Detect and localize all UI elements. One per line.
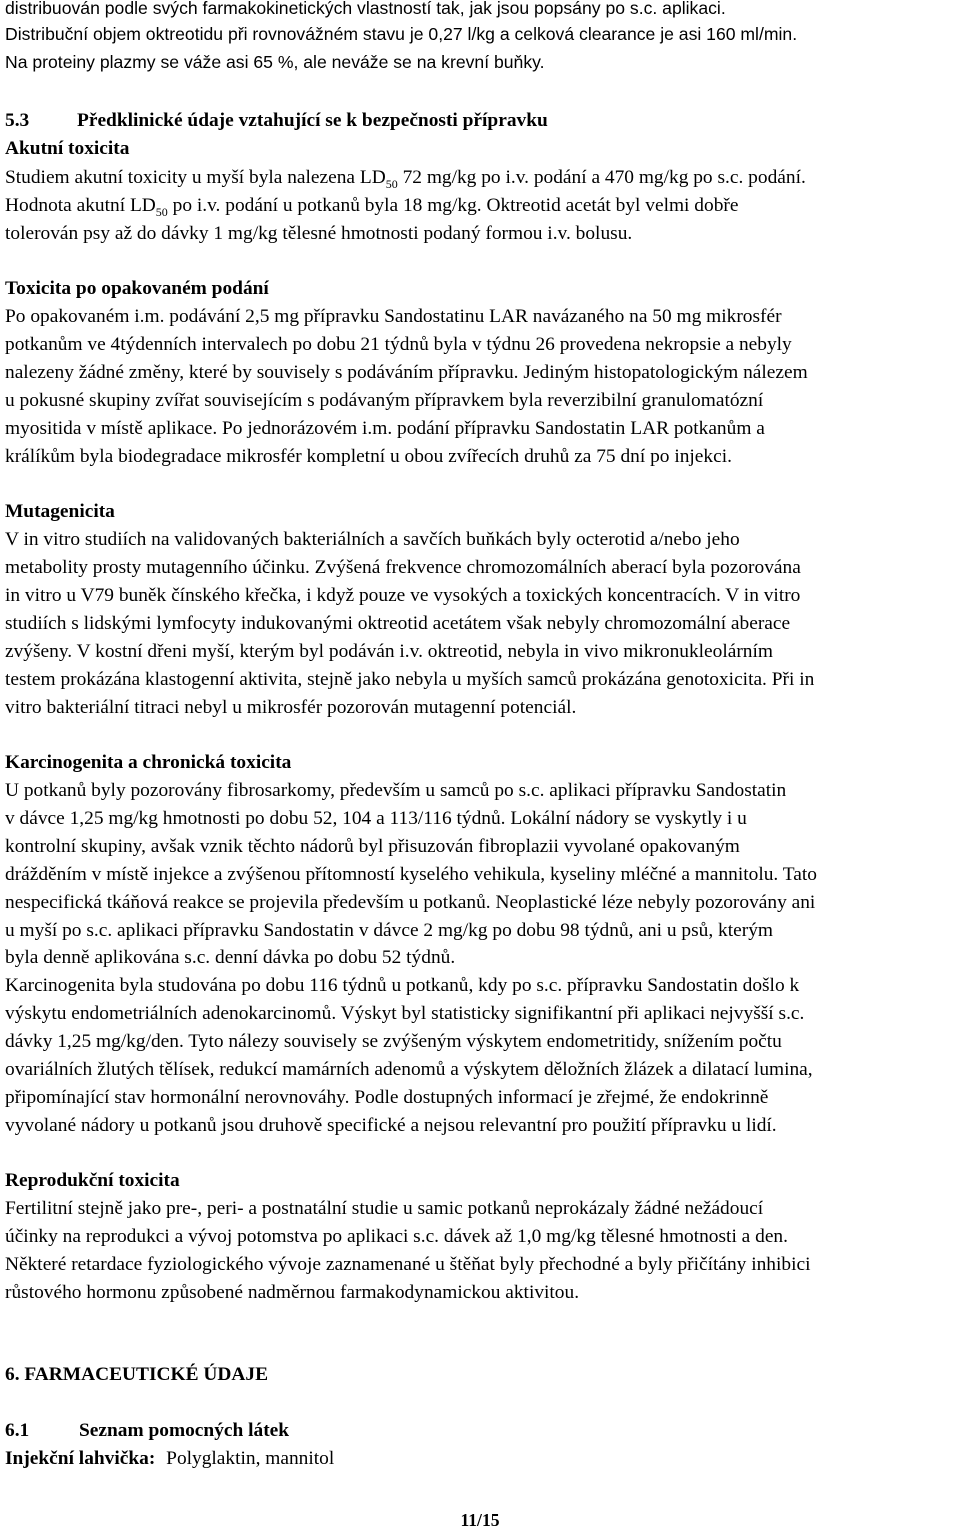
reproductive-heading: Reprodukční toxicita [5,1170,180,1191]
paragraph-line: in vitro u V79 buněk čínského křečka, i když pouze ve vysokých a toxických koncentracích. V in vitro [5,585,801,606]
paragraph-line: ovariálních žlutých tělísek, redukcí mamárních adenomů a výskytem děložních žlázek a dilatací lumina, [5,1059,813,1080]
acute-line-1 [5,166,806,196]
ld-subscript: 50 [385,176,398,191]
excipients-line [5,1447,334,1471]
acute-line-3: tolerován psy až do dávky 1 mg/kg tělesné hmotnosti podaný formou i.v. bolusu. [5,223,633,244]
paragraph-line: byla denně aplikována s.c. denní dávka po dobu 52 týdnů. [5,947,456,968]
paragraph-line: Po opakovaném i.m. podávání 2,5 mg přípravku Sandostatinu LAR navázaného na 50 mg mikrosfér [5,306,782,327]
paragraph-line: kontrolní skupiny, avšak vznik těchto nádorů byl přisuzován fibroplazii vyvolané opakovaným [5,836,740,857]
acute-line-2-text: Hodnota akutní LD [5,195,156,216]
paragraph-line: u myší po s.c. aplikaci přípravku Sandostatin v dávce 2 mg/kg po dobu 98 týdnů, ani u psů, kterým [5,920,773,941]
paragraph-line: metabolity prosty mutagenního účinku. Zvýšená frekvence chromozomálních aberací byla pozorována [5,557,801,578]
paragraph-line: V in vitro studiích na validovaných bakteriálních a savčích buňkách byly octerotid a/nebo jeho [5,529,740,550]
paragraph-line: myositida v místě aplikace. Po jednorázovém i.m. podání přípravku Sandostatin LAR potkanům a [5,418,765,439]
section-6-1-heading [5,1419,289,1443]
paragraph-line: Některé retardace fyziologického vývoje zaznamenané u štěňat byly přechodné a byly přičítány inhibici [5,1254,811,1275]
section-title: Předklinické údaje vztahující se k bezpečnosti přípravku [77,110,548,131]
paragraph-line: studiích s lidskými lymfocyty indukovanými oktreotid acetátem však nebyly chromozomální aberace [5,613,791,634]
acute-line-1-text-end: 72 mg/kg po i.v. podání a 470 mg/kg po s.c. podání. [397,167,806,188]
paragraph-line: vitro bakteriální titraci nebyl u mikrosfér pozorován mutagenní potenciál. [5,697,577,718]
excipients-label: Injekční lahvička: [5,1448,156,1469]
paragraph-line: dávky 1,25 mg/kg/den. Tyto nálezy souvisely se zvýšeným výskytem endometritidy, snížením počtu [5,1031,782,1052]
acute-toxicity-heading: Akutní toxicita [5,138,130,159]
mutagenicity-heading: Mutagenicita [5,501,115,522]
section-number: 6.1 [5,1420,30,1441]
paragraph-line: vyvolané nádory u potkanů jsou druhově specifické a nejsou relevantní pro použití přípravku u lidí. [5,1115,777,1136]
paragraph-line: potkanům ve 4týdenních intervalech po dobu 21 týdnů byla v týdnu 26 provedena nekropsie a nebyly [5,334,792,355]
paragraph-line: králíkům byla biodegradace mikrosfér kompletní u obou zvířecích druhů za 75 dní po injekci. [5,446,732,467]
paragraph-line: testem prokázána klastogenní aktivita, stejně jako nebyla u myších samců prokázána genotoxicita. Při in [5,669,815,690]
paragraph-line: účinky na reprodukci a vývoj potomstva po aplikaci s.c. dávek až 1,0 mg/kg tělesné hmotnosti a den. [5,1226,788,1247]
section-5-3-heading [5,109,548,133]
paragraph-line: drážděním v místě injekce a zvýšenou přítomností kyselého vehikula, kyseliny mléčné a mannitolu. Tato [5,864,817,885]
paragraph-line: připomínající stav hormonální nerovnováhy. Podle dostupných informací je zřejmé, že endokrinně [5,1087,769,1108]
paragraph-line: v dávce 1,25 mg/kg hmotnosti po dobu 52, 104 a 113/116 týdnů. Lokální nádory se vyskytly i u [5,808,747,829]
paragraph-line: Karcinogenita byla studována po dobu 116 týdnů u potkanů, kdy po s.c. přípravku Sandostatin došlo k [5,975,800,996]
repeated-toxicity-heading: Toxicita po opakovaném podání [5,278,269,299]
paragraph-line: Fertilitní stejně jako pre-, peri- a postnatální studie u samic potkanů neprokázaly žádné nežádoucí [5,1198,764,1219]
paragraph-line: U potkanů byly pozorovány fibrosarkomy, především u samců po s.c. aplikaci přípravku Sandostatin [5,780,787,801]
paragraph-line: nalezeny žádné změny, které by souvisely s podáváním přípravku. Jediným histopatologickým nálezem [5,362,808,383]
page-number: 11/15 [460,1510,500,1530]
section-title: Seznam pomocných látek [79,1420,290,1441]
acute-line-2 [5,194,738,224]
paragraph-line: výskytu endometriálních adenokarcinomů. Výskyt byl statisticky signifikantní při aplikaci nejvyšší s.c. [5,1003,805,1024]
carcinogenicity-heading: Karcinogenita a chronická toxicita [5,752,292,773]
acute-line-2-text-end: po i.v. podání u potkanů byla 18 mg/kg. Oktreotid acetát byl velmi dobře [167,195,739,216]
section-number: 5.3 [5,110,30,131]
paragraph-line: růstového hormonu způsobené nadměrnou farmakodynamickou aktivitou. [5,1282,580,1303]
excipients-value: Polyglaktin, mannitol [166,1448,335,1469]
ld-subscript: 50 [155,204,168,219]
continuation-line-2: Distribuční objem oktreotidu při rovnovážném stavu je 0,27 l/kg a celková clearance je asi 160 ml/min. [5,24,798,44]
continuation-line-1: distribuován podle svých farmakokinetických vlastností tak, jak jsou popsány po s.c. aplikaci. [5,0,726,18]
acute-line-1-text: Studiem akutní toxicity u myší byla nalezena LD [5,167,386,188]
section-6-heading: 6. FARMACEUTICKÉ ÚDAJE [5,1364,269,1385]
continuation-line-3: Na proteiny plazmy se váže asi 65 %, ale neváže se na krevní buňky. [5,52,545,72]
paragraph-line: zvýšeny. V kostní dřeni myší, kterým byl podáván i.v. oktreotid, nebyla in vivo mikronukleolárním [5,641,773,662]
paragraph-line: u pokusné skupiny zvířat souvisejícím s podávaným přípravkem byla reverzibilní granulomatózní [5,390,764,411]
paragraph-line: nespecifická tkáňová reakce se projevila především u potkanů. Neoplastické léze nebyly pozorovány ani [5,892,816,913]
